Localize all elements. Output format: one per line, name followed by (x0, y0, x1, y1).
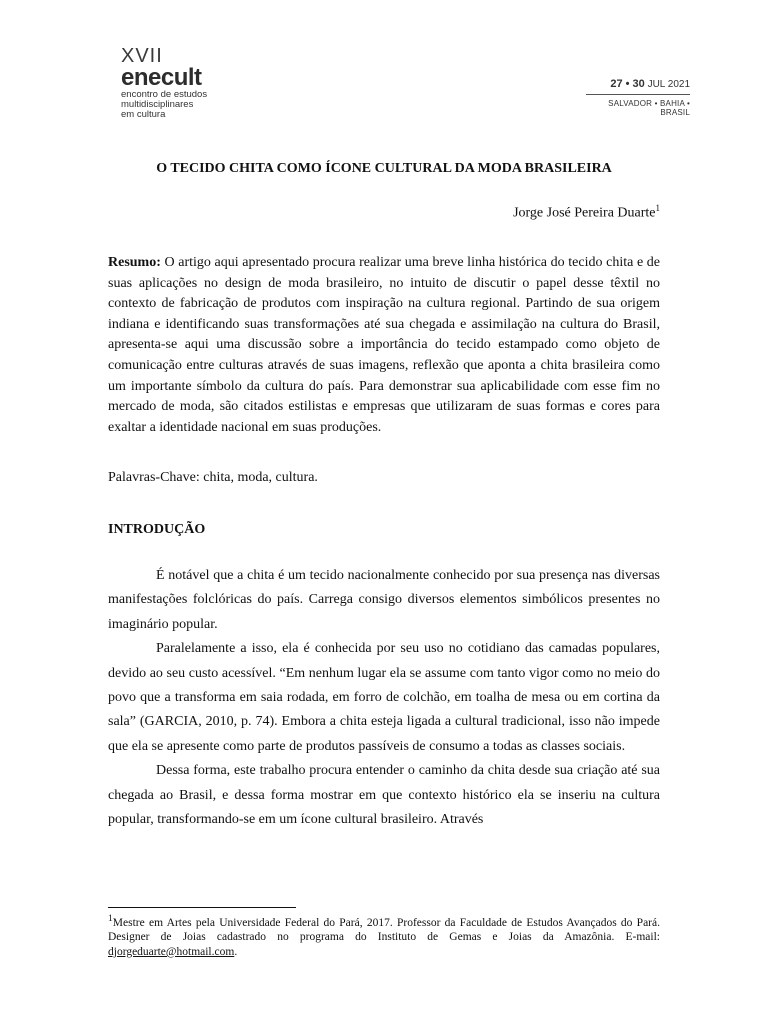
abstract-text: O artigo aqui apresentado procura realizar uma breve linha histórica do tecido chita e de suas aplicações no design de moda brasileiro, no intuito de discutir o papel desse têxtil no contexto de fabricação de produtos com inspiração na cultura regional. Partindo de sua origem indiana e identificando suas transformações até sua chegada e assimilação na cultura do Brasil, apresenta-se aqui uma discussão sobre a importância do tecido estampado como objeto de comunicação entre culturas através de suas imagens, reflexão que aponta a chita brasileira como um importante símbolo da cultura do país. Para demonstrar sua aplicabilidade com esse fim no mercado de moda, são citados estilistas e empresas que utilizaram de suas formas e cores para exaltar a identidade nacional em suas produções. (108, 255, 660, 435)
abstract (108, 253, 660, 438)
author-email-link[interactable]: djorgeduarte@hotmail.com (108, 945, 235, 958)
footnote (108, 912, 660, 959)
author-footnote-ref[interactable]: 1 (655, 203, 660, 213)
event-dates (586, 78, 690, 91)
event-location: SALVADOR • BAHIA • BRASIL (608, 99, 690, 117)
author-line (108, 198, 660, 224)
paragraph: Dessa forma, este trabalho procura entender o caminho da chita desde sua criação até sua chegada ao Brasil, e dessa forma mostrar em que contexto histórico ela se inseriu na cultura popular, transformando-se em um ícone cultural brasileiro. Através (108, 763, 660, 828)
logo-subtitle-line-3: em cultura (121, 109, 166, 120)
abstract-label: Resumo: (108, 255, 161, 270)
event-month-year: JUL 2021 (647, 79, 690, 90)
event-days: 27 • 30 (610, 78, 645, 90)
body-text (108, 564, 660, 832)
paragraph: É notável que a chita é um tecido nacionalmente conhecido por sua presença nas diversas manifestações folclóricas do país. Carrega consigo diversos elementos simbólicos presentes no imaginário popular. (108, 568, 660, 632)
paragraph: Paralelamente a isso, ela é conhecida por seu uso no cotidiano das camadas populares, devido ao seu custo acessível. “Em nenhum lugar ela se assume com tanto vigor como no meio do povo que a transforma em saia rodada, em forro de colchão, em toalha de mesa ou em cortina da sala” (GARCIA, 2010, p. 74). Embora a chita esteja ligada a cultural tradicional, isso não impede que ela se apresente como parte de produtos passíveis de consumo a todas as classes sociais. (108, 641, 660, 754)
footnote-text: Mestre em Artes pela Universidade Federal do Pará, 2017. Professor da Faculdade de Estudos Avançados do Pará. Designer de Joias cadastrado no programa do Instituto de Gemas e Joias da Amazônia. E-mail: (108, 916, 660, 944)
logo-name: enecult (121, 64, 202, 91)
keywords: Palavras-Chave: chita, moda, cultura. (108, 470, 318, 485)
footnote-marker: 1 (108, 913, 113, 924)
enecult-logo (121, 46, 281, 120)
footnote-trailing: . (234, 945, 238, 958)
paper-title: O TECIDO CHITA COMO ÍCONE CULTURAL DA MODA BRASILEIRA (156, 161, 612, 176)
section-heading-introduction: INTRODUÇÃO (108, 522, 206, 537)
logo-edition: XVII (121, 45, 163, 67)
event-info (586, 78, 690, 117)
logo-subtitle-line-2: multidisciplinares (121, 99, 194, 110)
footnote-divider (108, 907, 296, 908)
author-name: Jorge José Pereira Duarte (513, 205, 656, 221)
logo-subtitle-line-1: encontro de estudos (121, 89, 208, 100)
event-divider (586, 94, 690, 95)
